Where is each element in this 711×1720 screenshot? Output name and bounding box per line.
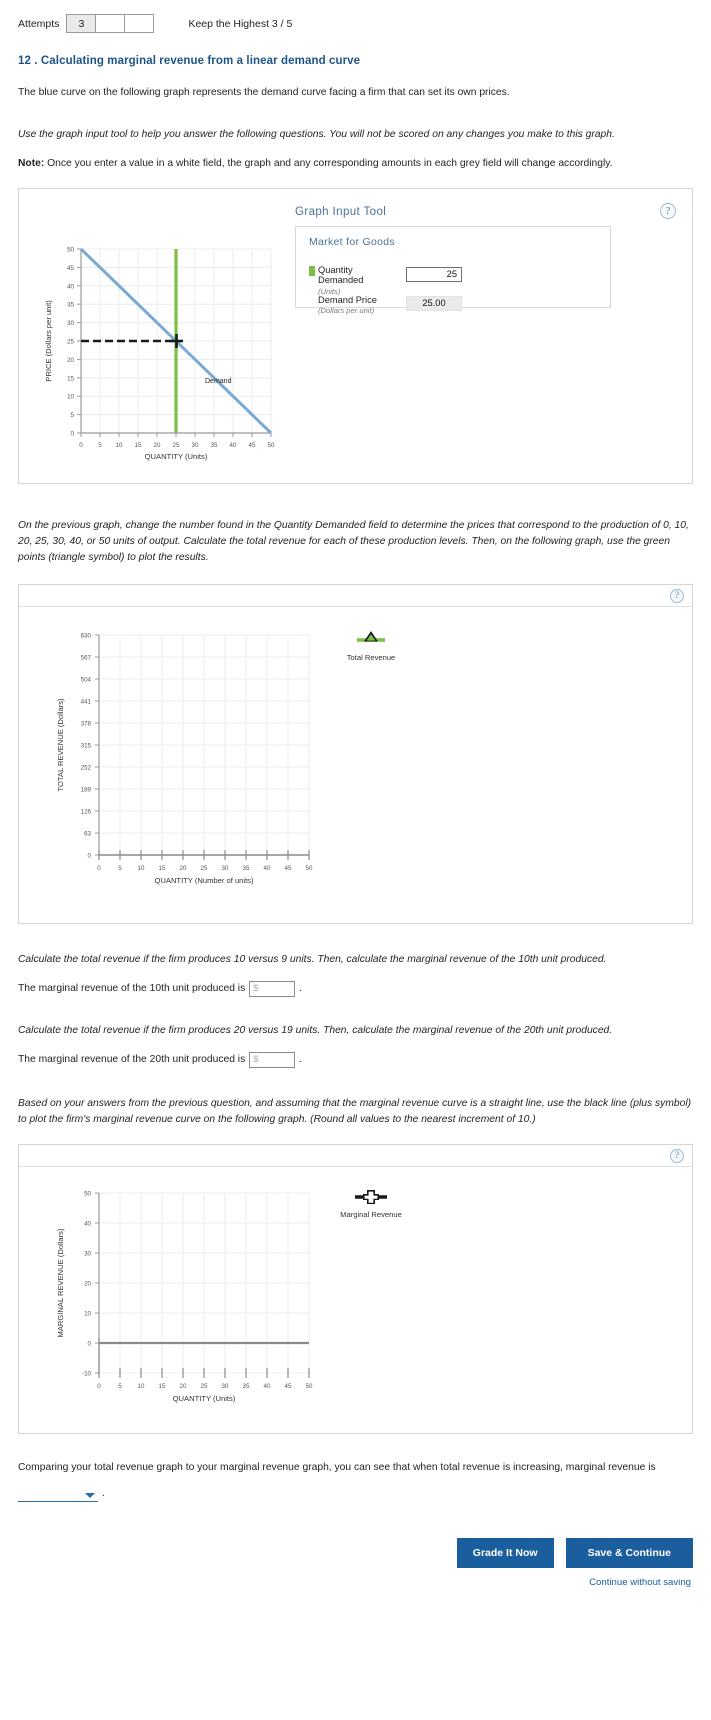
help-icon[interactable]: ? xyxy=(670,1149,684,1163)
svg-text:10: 10 xyxy=(137,864,145,872)
svg-text:40: 40 xyxy=(84,1220,91,1228)
help-icon[interactable]: ? xyxy=(660,203,676,219)
svg-text:30: 30 xyxy=(67,319,74,327)
svg-text:30: 30 xyxy=(221,864,229,872)
demand-price-readonly: 25.00 xyxy=(406,296,462,311)
svg-text:15: 15 xyxy=(158,1382,166,1390)
svg-text:40: 40 xyxy=(263,864,271,872)
attempts-label: Attempts xyxy=(18,17,60,30)
note-text: Once you enter a value in a white field, the graph and any corresponding amounts in each grey field will change accordingly. xyxy=(44,157,613,169)
tr-y-tick-labels xyxy=(81,632,92,859)
svg-text:15: 15 xyxy=(158,864,166,872)
svg-text:0: 0 xyxy=(97,864,101,872)
svg-text:25: 25 xyxy=(200,1382,208,1390)
green-swatch-icon xyxy=(309,266,315,276)
attempt-box-3 xyxy=(124,14,154,33)
total-revenue-legend-token[interactable] xyxy=(357,632,385,641)
note-bold-label: Note: xyxy=(18,157,45,169)
marginal-revenue-legend-token[interactable] xyxy=(355,1190,387,1204)
attempt-box-2 xyxy=(95,14,125,33)
svg-text:441: 441 xyxy=(80,698,91,706)
mr10-answer-period: . xyxy=(299,983,303,995)
svg-text:15: 15 xyxy=(134,441,142,449)
plot-tr-instruction: On the previous graph, change the number found in the Quantity Demanded field to determine the prices that correspond to the production of 0, 10, 20, 25, 30, 40, or 50 units of output. Calculate the total revenue for each of these production levels. Then, on the following graph, use the green points (triangle symbol) to plot the results. xyxy=(18,519,689,563)
mr20-input[interactable]: $ xyxy=(249,1052,295,1068)
svg-text:0: 0 xyxy=(79,441,83,449)
svg-text:30: 30 xyxy=(84,1250,91,1258)
svg-text:40: 40 xyxy=(229,441,237,449)
mr-panel-head xyxy=(19,1145,692,1167)
svg-text:378: 378 xyxy=(80,720,91,728)
marginal-revenue-chart xyxy=(41,1175,441,1425)
svg-text:20: 20 xyxy=(67,356,74,364)
demand-curve-label: Demand xyxy=(205,377,232,385)
qd-label-line2: Demanded xyxy=(318,275,364,286)
marginal-revenue-legend-label: Marginal Revenue xyxy=(340,1209,402,1219)
demand-x-ticks xyxy=(81,433,271,437)
svg-text:25: 25 xyxy=(200,864,208,872)
qd-label-line1: Quantity xyxy=(318,264,353,275)
svg-text:630: 630 xyxy=(80,632,91,640)
svg-text:25: 25 xyxy=(172,441,180,449)
svg-text:30: 30 xyxy=(221,1382,229,1390)
keep-highest-label: Keep the Highest 3 / 5 xyxy=(188,17,293,30)
tr-x-tick-labels xyxy=(97,865,313,872)
svg-text:35: 35 xyxy=(67,301,74,309)
grade-it-now-button[interactable]: Grade It Now xyxy=(457,1538,554,1568)
svg-text:50: 50 xyxy=(305,864,313,872)
attempts-bar xyxy=(0,0,711,33)
demand-chart xyxy=(37,221,297,481)
marginal-revenue-panel xyxy=(18,1144,693,1434)
svg-text:45: 45 xyxy=(284,864,292,872)
svg-text:126: 126 xyxy=(80,808,91,816)
note-paragraph xyxy=(18,156,693,172)
svg-text:40: 40 xyxy=(263,1382,271,1390)
mr20-answer-line xyxy=(18,1052,693,1068)
total-revenue-panel xyxy=(18,584,693,924)
svg-text:30: 30 xyxy=(191,441,199,449)
graph-input-tool-title: Graph Input Tool xyxy=(295,205,387,218)
mr10-prompt: Calculate the total revenue if the firm produces 10 versus 9 units. Then, calculate the marginal revenue of the 10th unit produced. xyxy=(18,953,607,965)
svg-text:63: 63 xyxy=(84,830,91,838)
demand-x-tick-labels xyxy=(79,442,275,449)
svg-text:5: 5 xyxy=(70,411,74,419)
intro-paragraph: The blue curve on the following graph represents the demand curve facing a firm that can set its own prices. xyxy=(18,87,510,98)
mr10-answer-line xyxy=(18,981,693,997)
svg-text:504: 504 xyxy=(80,676,91,684)
svg-text:10: 10 xyxy=(115,441,123,449)
svg-text:40: 40 xyxy=(67,283,74,291)
demand-y-axis-title: PRICE (Dollars per unit) xyxy=(44,300,53,382)
mr-y-axis-title: MARGINAL REVENUE (Dollars) xyxy=(56,1228,65,1338)
svg-text:567: 567 xyxy=(80,654,91,662)
svg-text:5: 5 xyxy=(98,441,102,449)
dp-label-line1: Demand Price xyxy=(318,294,377,305)
dp-units: (Dollars per unit) xyxy=(318,306,375,316)
mr10-answer-label: The marginal revenue of the 10th unit produced is xyxy=(18,983,246,995)
total-revenue-chart xyxy=(41,617,441,917)
svg-text:315: 315 xyxy=(80,742,91,750)
mr-x-axis-title: QUANTITY (Units) xyxy=(172,1393,236,1403)
footer-actions xyxy=(0,1538,711,1568)
continue-without-saving-link[interactable]: Continue without saving xyxy=(589,1577,691,1589)
svg-text:45: 45 xyxy=(284,1382,292,1390)
svg-text:45: 45 xyxy=(67,264,74,272)
mr20-answer-label: The marginal revenue of the 20th unit produced is xyxy=(18,1054,246,1066)
svg-text:0: 0 xyxy=(97,1382,101,1390)
mr20-answer-period: . xyxy=(299,1054,303,1066)
demand-x-axis-title: QUANTITY (Units) xyxy=(144,451,208,461)
tool-hint-paragraph: Use the graph input tool to help you answer the following questions. You will not be scored on any changes you make to this graph. xyxy=(18,128,615,140)
graph-input-tool-box xyxy=(295,226,611,316)
svg-text:252: 252 xyxy=(80,764,91,772)
svg-text:45: 45 xyxy=(248,441,256,449)
mr-y-tick-labels xyxy=(82,1190,92,1377)
tr-x-axis-title: QUANTITY (Number of units) xyxy=(154,875,254,885)
svg-text:5: 5 xyxy=(118,864,122,872)
help-icon[interactable]: ? xyxy=(670,589,684,603)
svg-text:50: 50 xyxy=(84,1190,91,1198)
svg-text:50: 50 xyxy=(305,1382,313,1390)
svg-text:35: 35 xyxy=(242,864,250,872)
svg-text:20: 20 xyxy=(179,1382,187,1390)
demand-graph-panel xyxy=(18,188,693,484)
page-title: 12 . Calculating marginal revenue from a linear demand curve xyxy=(18,55,361,67)
mr10-input[interactable]: $ xyxy=(249,981,295,997)
svg-text:50: 50 xyxy=(267,441,275,449)
comparison-dropdown-row xyxy=(18,1485,693,1502)
svg-text:10: 10 xyxy=(137,1382,145,1390)
svg-text:5: 5 xyxy=(118,1382,122,1390)
comparison-dropdown[interactable] xyxy=(18,1485,98,1502)
svg-text:189: 189 xyxy=(80,786,91,794)
total-revenue-legend-label: Total Revenue xyxy=(346,652,396,662)
svg-text:15: 15 xyxy=(67,375,74,383)
mr20-prompt: Calculate the total revenue if the firm produces 20 versus 19 units. Then, calculate the marginal revenue of the 20th unit produced. xyxy=(18,1024,613,1036)
svg-text:-10: -10 xyxy=(82,1370,91,1378)
save-and-continue-button[interactable]: Save & Continue xyxy=(566,1538,693,1568)
chevron-down-icon xyxy=(85,1493,95,1498)
svg-text:0: 0 xyxy=(87,1340,91,1348)
svg-text:0: 0 xyxy=(70,430,74,438)
svg-text:0: 0 xyxy=(87,852,91,860)
mr-x-tick-labels xyxy=(97,1383,313,1390)
attempt-box-1: 3 xyxy=(66,14,96,33)
svg-text:20: 20 xyxy=(179,864,187,872)
comparison-period: . xyxy=(102,1488,105,1500)
svg-text:35: 35 xyxy=(210,441,218,449)
svg-text:35: 35 xyxy=(242,1382,250,1390)
svg-text:25: 25 xyxy=(67,338,74,346)
mr-chart-grid xyxy=(99,1193,309,1373)
svg-text:20: 20 xyxy=(84,1280,91,1288)
comparison-sentence: Comparing your total revenue graph to your marginal revenue graph, you can see that when total revenue is increasing, marginal revenue is xyxy=(18,1461,656,1473)
tr-chart-grid xyxy=(99,635,309,855)
tr-y-axis-title: TOTAL REVENUE (Dollars) xyxy=(56,698,65,792)
svg-text:10: 10 xyxy=(84,1310,91,1318)
plot-mr-instruction: Based on your answers from the previous question, and assuming that the marginal revenue curve is a straight line, use the black line (plus symbol) to plot the firm's marginal revenue curve on the following graph. (Round all values to the nearest increment of 10.) xyxy=(18,1097,692,1125)
tr-panel-head xyxy=(19,585,692,607)
svg-text:50: 50 xyxy=(67,246,74,254)
qd-units: (Units) xyxy=(318,286,341,296)
demand-y-tick-labels xyxy=(67,246,74,437)
market-section-title: Market for Goods xyxy=(309,235,395,248)
quantity-demanded-input[interactable]: 25 xyxy=(406,267,462,282)
svg-text:20: 20 xyxy=(153,441,161,449)
svg-text:10: 10 xyxy=(67,393,74,401)
